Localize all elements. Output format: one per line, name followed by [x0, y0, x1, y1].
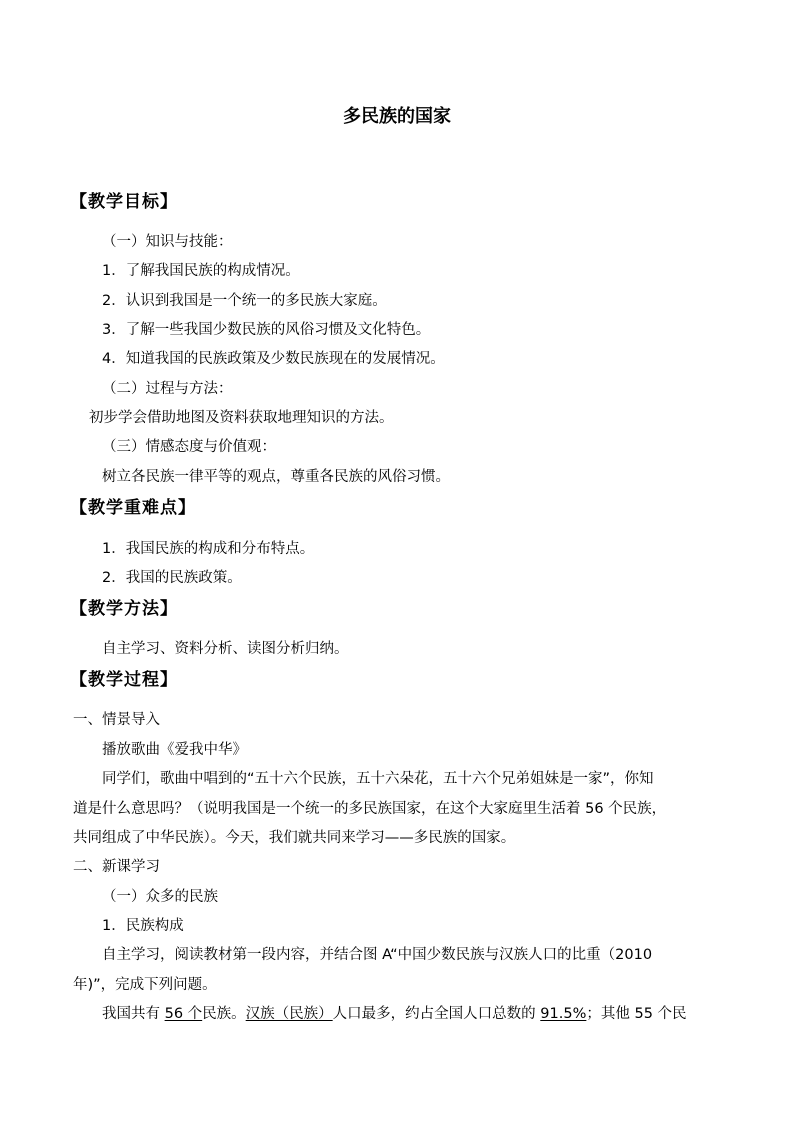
- process-part2-title: 二、新课学习: [73, 859, 160, 875]
- process-part1-title: 一、情景导入: [73, 712, 160, 728]
- fill-blank-1: 56 个: [164, 1006, 203, 1022]
- fill-text-4: ；其他 55 个民: [586, 1006, 687, 1022]
- process-part2-para-line-2: 年)”，完成下列问题。: [73, 977, 217, 993]
- fill-blank-3: 91.5%: [540, 1006, 587, 1022]
- process-part2-item: 1．民族构成: [102, 918, 184, 934]
- goals-subheading-2: （二）过程与方法：: [102, 381, 233, 397]
- goals-subheading-3: （三）情感态度与价值观：: [102, 439, 276, 455]
- fill-text-2: 民族。: [202, 1006, 246, 1022]
- fill-blank-2: 汉族（民族）: [245, 1006, 333, 1022]
- section-heading-process: 【教学过程】: [70, 670, 178, 690]
- process-part1-para-line-3: 共同组成了中华民族）。今天，我们就共同来学习——多民族的国家。: [73, 830, 516, 846]
- goals-text-2: 初步学会借助地图及资料获取地理知识的方法。: [89, 410, 394, 426]
- fill-text-1: 我国共有: [102, 1006, 165, 1022]
- goals-item-1: 1．了解我国民族的构成情况。: [102, 263, 300, 279]
- process-part1-para-line-2: 道是什么意思吗？（说明我国是一个统一的多民族国家，在这个大家庭里生活着 56 个民族，: [73, 801, 667, 817]
- key-point-1: 1．我国民族的构成和分布特点。: [102, 541, 315, 557]
- document-title: 多民族的国家: [343, 106, 451, 127]
- section-heading-key-points: 【教学重难点】: [70, 498, 196, 518]
- process-fill-in-line: [102, 1005, 687, 1023]
- process-part1-line: 播放歌曲《爱我中华》: [102, 742, 247, 758]
- goals-item-3: 3．了解一些我国少数民族的风俗习惯及文化特色。: [102, 322, 431, 338]
- section-heading-methods: 【教学方法】: [70, 599, 178, 619]
- section-heading-goals: 【教学目标】: [70, 192, 178, 212]
- process-part1-para-line-1: 同学们，歌曲中唱到的“五十六个民族，五十六朵花，五十六个兄弟姐妹是一家”，你知: [102, 771, 654, 787]
- goals-item-2: 2．认识到我国是一个统一的多民族大家庭。: [102, 293, 387, 309]
- goals-text-3: 树立各民族一律平等的观点，尊重各民族的风俗习惯。: [102, 469, 450, 485]
- key-point-2: 2．我国的民族政策。: [102, 570, 242, 586]
- process-part2-subheading: （一）众多的民族: [102, 889, 218, 905]
- goals-subheading-1: （一）知识与技能：: [102, 234, 233, 250]
- methods-text: 自主学习、资料分析、读图分析归纳。: [102, 641, 349, 657]
- process-part2-para-line-1: 自主学习，阅读教材第一段内容，并结合图 A“中国少数民族与汉族人口的比重（2010: [102, 947, 653, 963]
- fill-text-3: 人口最多，约占全国人口总数的: [332, 1006, 541, 1022]
- goals-item-4: 4．知道我国的民族政策及少数民族现在的发展情况。: [102, 351, 445, 367]
